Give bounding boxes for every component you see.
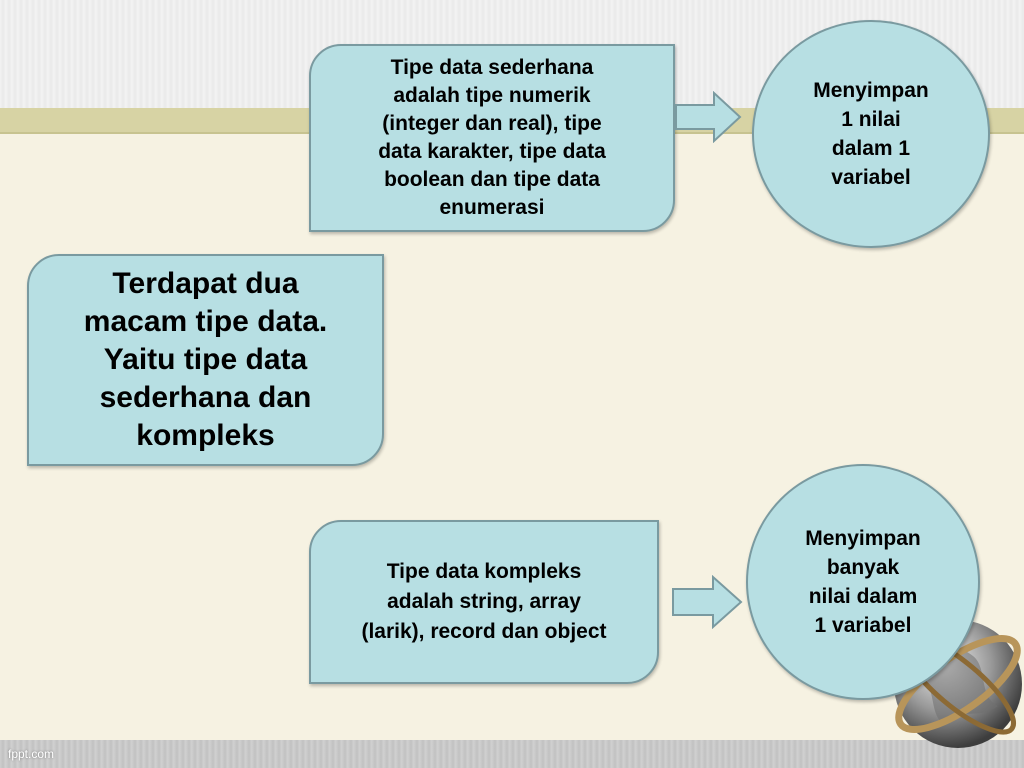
- complex-type-result-circle: [746, 464, 980, 700]
- main-statement-box: [27, 254, 384, 466]
- right-arrow-icon: [671, 575, 743, 629]
- main-statement: Terdapat dua macam tipe data. Yaitu tipe data sederhana dan kompleks: [83, 267, 328, 452]
- simple-type-result: Menyimpan 1 nilai dalam 1 variabel: [813, 79, 929, 189]
- complex-type-result: Menyimpan banyak nilai dalam 1 variabel: [805, 527, 921, 637]
- complex-type-box: [309, 520, 659, 684]
- simple-type-result-circle: [752, 20, 990, 248]
- footer-watermark: fppt.com: [8, 747, 55, 761]
- right-arrow-icon: [674, 91, 742, 143]
- background-bottom-texture: [0, 740, 1024, 768]
- complex-type-description: Tipe data kompleks adalah string, array (larik), record dan object: [361, 560, 607, 643]
- simple-type-description: Tipe data sederhana adalah tipe numerik (integer dan real), tipe data karakter, tipe data boolean dan tipe data enumerasi: [378, 56, 606, 219]
- simple-type-box: [309, 44, 675, 232]
